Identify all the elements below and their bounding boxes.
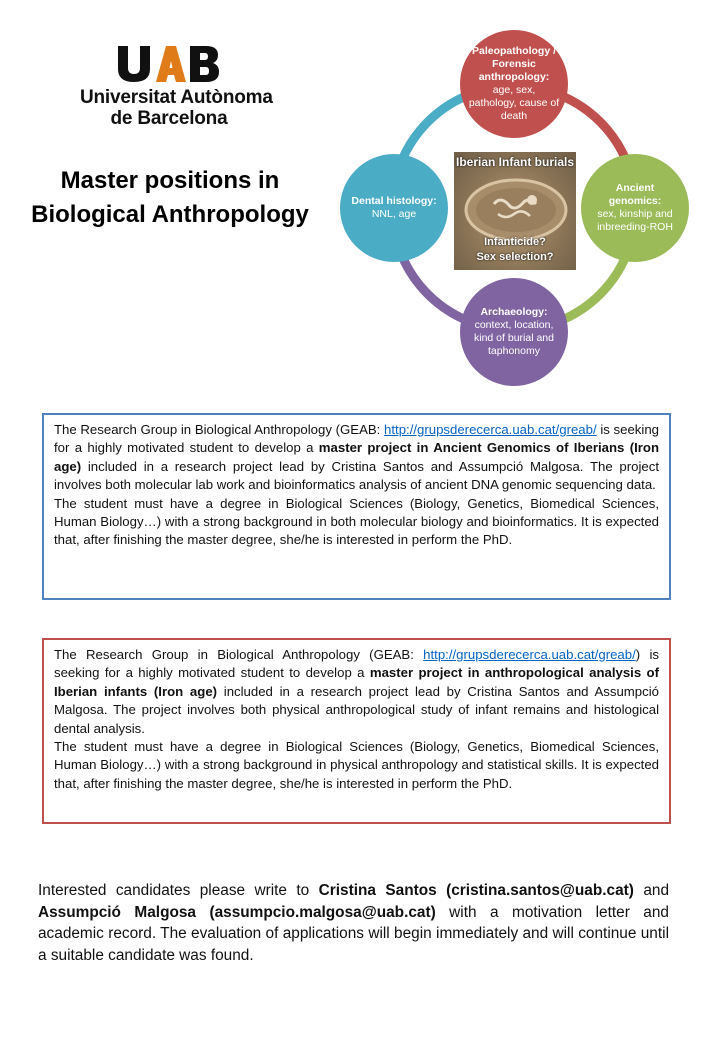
contact-paragraph bbox=[38, 880, 669, 966]
page-title-line2: Biological Anthropology bbox=[31, 201, 309, 228]
arc-blue bbox=[402, 96, 466, 160]
geab-link[interactable]: http://grupsderecerca.uab.cat/greab/ bbox=[423, 647, 636, 662]
contact-assumpcio-malgosa: Assumpció Malgosa (assumpcio.malgosa@uab.cat) bbox=[38, 903, 436, 921]
arc-red bbox=[562, 96, 626, 160]
infant-burial-photo bbox=[454, 152, 576, 270]
position-ancient-genomics-para1 bbox=[54, 421, 659, 495]
position-anthropological-analysis-box bbox=[42, 638, 671, 824]
photo-title: Iberian Infant burials bbox=[455, 155, 575, 169]
node-archaeology bbox=[460, 278, 568, 386]
box1-project-title: master project in Ancient Genomics of Iberians (Iron age) bbox=[54, 440, 659, 474]
node-paleopathology bbox=[460, 30, 568, 138]
contact-cristina-santos: Cristina Santos (cristina.santos@uab.cat) bbox=[318, 882, 634, 899]
box2-intro: The Research Group in Biological Anthropology (GEAB: bbox=[54, 647, 424, 662]
box1-after-link: is seeking for a highly motivated student to develop a bbox=[54, 422, 659, 456]
box2-project-title: master project in anthropological analysis of Iberian infants (Iron age) bbox=[54, 665, 659, 699]
geab-link[interactable]: http://grupsderecerca.uab.cat/greab/ bbox=[384, 422, 597, 437]
node-ancient-genomics bbox=[581, 154, 689, 262]
box2-after-link: ) is seeking for a highly motivated student to develop a bbox=[54, 647, 659, 681]
position-ancient-genomics-box bbox=[42, 413, 671, 600]
page-title-line1: Master positions in bbox=[60, 167, 280, 194]
node-archaeology-text: context, location, kind of burial and taphonomy bbox=[474, 319, 554, 357]
box1-intro: The Research Group in Biological Anthropology (GEAB: bbox=[54, 422, 385, 437]
contact-text-3: with a motivation letter and academic record. The evaluation of applications will begin immediately and will continue until a suitable candidate was found. bbox=[38, 903, 669, 964]
position-ancient-genomics-para2: The student must have a degree in Biological Sciences (Biology, Genetics, Biomedical Sciences, Human Biology…) with a strong background in both molecular biology and bioinformatics. It is expected that, after finishing the master degree, she/he is interested in perform the PhD. bbox=[54, 495, 659, 548]
photo-question-infanticide: Infanticide? bbox=[484, 236, 546, 248]
contact-text-2: and bbox=[633, 882, 670, 899]
photo-question-sex-selection: Sex selection? bbox=[476, 251, 554, 263]
node-ancient-genomics-text: sex, kinship and inbreeding-ROH bbox=[597, 208, 673, 233]
position-anthropological-analysis-para1 bbox=[54, 646, 659, 738]
node-dental-histology bbox=[340, 154, 448, 262]
position-anthropological-analysis-para2: The student must have a degree in Biological Sciences (Biology, Genetics, Biomedical Sciences, Human Biology…) with a strong background in physical anthropology and statistical skills. It is expected that, after finishing the master degree, she/he is interested in perform the PhD. bbox=[54, 739, 659, 791]
contact-text-1: Interested candidates please write to bbox=[38, 882, 319, 899]
research-cycle-diagram bbox=[330, 26, 720, 390]
logo-university-name-line1: Universitat Autònoma bbox=[80, 87, 273, 108]
uab-logo-mark bbox=[116, 44, 220, 84]
node-paleopathology-text: age, sex, pathology, cause of death bbox=[468, 84, 560, 122]
node-ancient-genomics-title: Ancient genomics: bbox=[608, 182, 662, 207]
node-archaeology-title: Archaeology: bbox=[480, 306, 548, 318]
page-title bbox=[20, 164, 320, 232]
node-dental-histology-text: NNL, age bbox=[371, 208, 417, 220]
node-paleopathology-title: Paleopathology / Forensic anthropology: bbox=[471, 45, 556, 83]
box2-rest: included in a research project lead by Cristina Santos and Assumpció Malgosa. The project involves both physical anthropological study of infant remains and histological dental analysis. bbox=[54, 683, 659, 736]
logo-university-name-line2: de Barcelona bbox=[110, 108, 228, 129]
node-dental-histology-title: Dental histology: bbox=[351, 195, 437, 207]
box1-rest: included in a research project lead by Cristina Santos and Assumpció Malgosa. The project involves both molecular lab work and bioinformatics analysis of ancient DNA genomic sequencing data. bbox=[54, 458, 659, 493]
